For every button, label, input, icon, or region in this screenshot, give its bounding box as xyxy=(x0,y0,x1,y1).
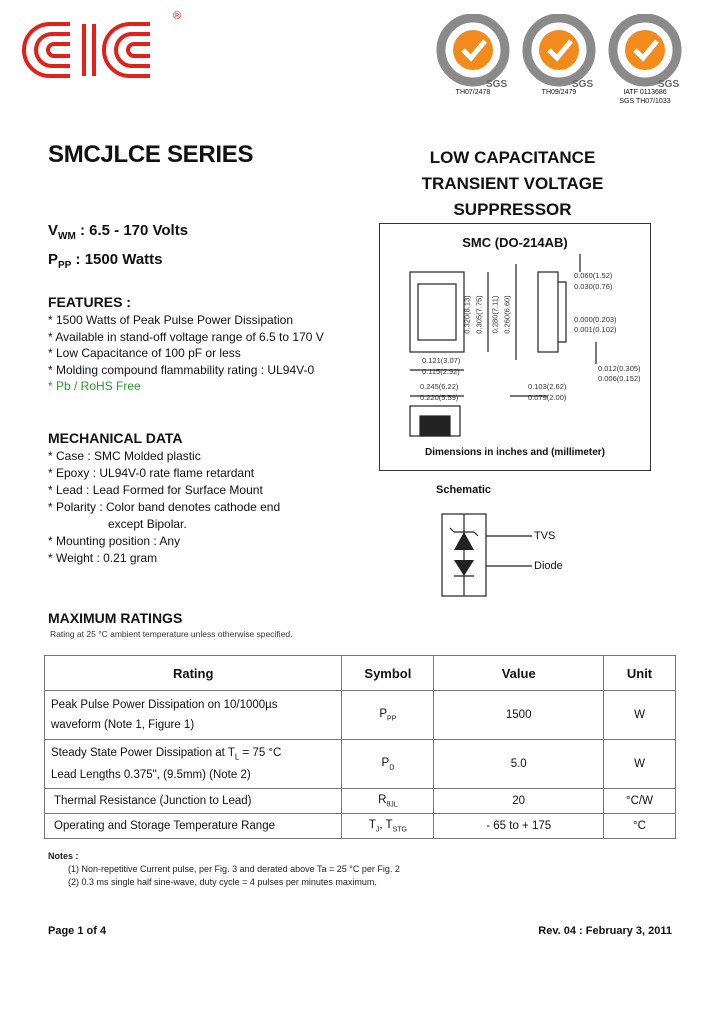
schematic-diode-label: Diode xyxy=(534,560,563,572)
unit-cell: °C/W xyxy=(604,789,676,814)
package-outline xyxy=(380,224,650,470)
mech-item: * Mounting position : Any xyxy=(48,534,181,548)
feature-item: * Available in stand-off voltage range of 6.5 to 170 V xyxy=(48,329,324,344)
table-header-row xyxy=(45,656,676,691)
ratings-heading: MAXIMUM RATINGS xyxy=(48,610,183,626)
dimensions-caption: Dimensions in inches and (millimeter) xyxy=(424,447,606,458)
table-row xyxy=(45,814,676,839)
dim-label: 0.103(2.62) xyxy=(528,382,567,391)
dim-label: 0.000(0.203) xyxy=(574,315,617,324)
feature-item-rohs: * Pb / RoHS Free xyxy=(48,379,141,393)
mech-item: * Lead : Lead Formed for Surface Mount xyxy=(48,483,263,497)
dim-label: 0.001(0.102) xyxy=(574,325,617,334)
dim-label: 0.121(3.07) xyxy=(422,356,461,365)
dim-label: 0.079(2.00) xyxy=(528,393,567,402)
cert-badge-ts16949 xyxy=(604,14,686,106)
feature-item: * 1500 Watts of Peak Pulse Power Dissipation xyxy=(48,313,294,327)
feature-item: * Molding compound flammability rating : UL94V-0 xyxy=(48,362,315,377)
value-cell: 20 xyxy=(434,789,604,814)
note-item: (1) Non-repetitive Current pulse, per Fig. 3 and derated above Ta = 25 °C per Fig. 2 xyxy=(68,864,400,874)
product-type-line: TRANSIENT VOLTAGE xyxy=(421,174,604,193)
ratings-note: Rating at 25 °C ambient temperature unless otherwise specified. xyxy=(50,629,293,639)
table-row xyxy=(45,691,676,740)
features-list xyxy=(48,312,324,395)
rating-cell: Steady State Power Dissipation at $T_L = 75$ °C Lead Lengths 0.375", (9.5mm) (Note 2) xyxy=(45,740,342,789)
dim-label: 0.280(7.11) xyxy=(490,295,500,334)
dim-label: 0.012(0.305) xyxy=(598,364,641,373)
note-item: (2) 0.3 ms single half sine-wave, duty cycle = 4 pulses per minutes maximum. xyxy=(68,877,377,887)
col-symbol: Symbol xyxy=(342,656,434,691)
symbol-cell: $P_D$ xyxy=(342,740,434,789)
dim-label: 0.060(1.52) xyxy=(574,271,613,280)
cert-code: TH09/2479 xyxy=(541,89,577,96)
dim-label: 0.115(2.92) xyxy=(422,367,460,376)
svg-text:SGS: SGS xyxy=(658,79,680,88)
dim-label: 0.260(6.60) xyxy=(502,295,512,334)
mech-item: except Bipolar. xyxy=(108,517,187,531)
spec-ppp: $P_{PP}$ : 1500 Watts xyxy=(48,251,163,271)
mech-item: * Weight : 0.21 gram xyxy=(48,551,158,565)
schematic-diagram xyxy=(440,510,540,600)
schematic-heading: Schematic xyxy=(436,484,492,496)
features-heading: FEATURES : xyxy=(48,294,131,310)
svg-text:SGS: SGS xyxy=(486,79,508,88)
revision: Rev. 04 : February 3, 2011 xyxy=(538,925,672,937)
cert-code-2: SGS TH07/1033 xyxy=(619,98,671,105)
dim-label: 0.006(0.152) xyxy=(598,374,641,383)
value-cell: 5.0 xyxy=(434,740,604,789)
value-cell: - 65 to + 175 xyxy=(434,814,604,839)
notes-heading: Notes : xyxy=(48,851,79,861)
cert-badge-iso9001 xyxy=(432,14,514,97)
unit-cell: W xyxy=(604,691,676,740)
mechanical-list xyxy=(48,448,280,567)
mech-item: * Polarity : Color band denotes cathode end xyxy=(48,500,281,514)
page-number: Page 1 of 4 xyxy=(48,925,107,937)
feature-item: * Low Capacitance of 100 pF or less xyxy=(48,346,241,360)
dim-label: 0.220(5.59) xyxy=(420,393,459,402)
symbol-cell: $P_{PP}$ xyxy=(342,691,434,740)
unit-cell: °C xyxy=(604,814,676,839)
rating-cell: Operating and Storage Temperature Range xyxy=(45,814,342,839)
cert-code: TH07/2478 xyxy=(455,89,491,96)
product-type-line: LOW CAPACITANCE xyxy=(429,148,596,167)
notes xyxy=(48,850,400,889)
dim-label: 0.245(6.22) xyxy=(420,382,459,391)
cert-code: IATF 0113686 xyxy=(623,89,667,96)
product-type-line: SUPPRESSOR xyxy=(453,200,572,219)
symbol-cell: $T_J$, $T_{STG}$ xyxy=(342,814,434,839)
series-title: SMCJLCE SERIES xyxy=(48,141,254,168)
unit-cell: W xyxy=(604,740,676,789)
schematic-tvs-label: TVS xyxy=(534,530,556,542)
rating-cell: Thermal Resistance (Junction to Lead) xyxy=(45,789,342,814)
col-value: Value xyxy=(434,656,604,691)
table-row xyxy=(45,740,676,789)
mech-item: * Case : SMC Molded plastic xyxy=(48,449,201,463)
package-drawing xyxy=(379,223,651,471)
value-cell: 1500 xyxy=(434,691,604,740)
table-row xyxy=(45,789,676,814)
col-rating: Rating xyxy=(45,656,342,691)
dim-label: 0.030(0.76) xyxy=(574,282,613,291)
dim-label: 0.320(8.13) xyxy=(462,295,472,334)
symbol-cell: $R_{\theta JL}$ xyxy=(342,789,434,814)
package-title: SMC (DO-214AB) xyxy=(462,235,568,250)
registered-mark: ® xyxy=(173,10,182,22)
rating-cell: Peak Pulse Power Dissipation on 10/1000µs waveform (Note 1, Figure 1) xyxy=(45,691,342,740)
eic-logo xyxy=(22,12,187,84)
svg-text:SGS: SGS xyxy=(572,79,594,88)
mech-item: * Epoxy : UL94V-0 rate flame retardant xyxy=(48,466,255,480)
dim-label: 0.305(7.75) xyxy=(474,295,484,334)
ratings-table xyxy=(44,655,676,839)
spec-vwm: $V_{WM}$ : 6.5 - 170 Volts xyxy=(48,222,189,242)
product-type xyxy=(380,145,645,223)
col-unit: Unit xyxy=(604,656,676,691)
mechanical-heading: MECHANICAL DATA xyxy=(48,430,183,446)
cert-badge-iso14001 xyxy=(518,14,600,97)
